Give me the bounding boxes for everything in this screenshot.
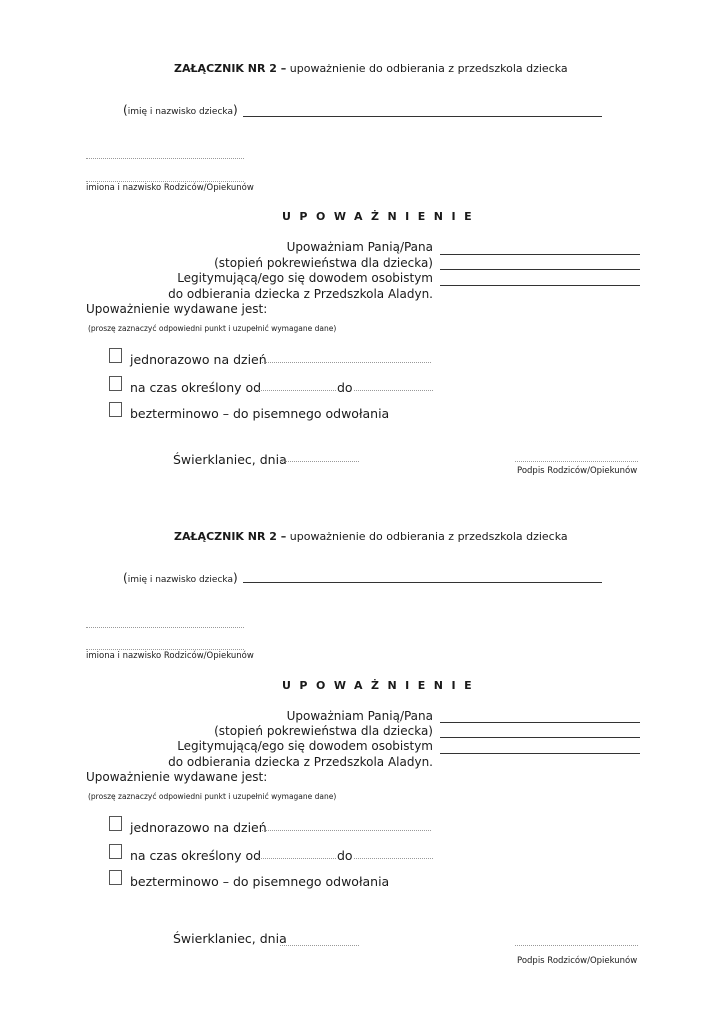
parents-name-line <box>86 649 244 650</box>
relationship-field[interactable] <box>440 269 640 270</box>
authorize-person-label: Upoważniam Panią/Pana <box>286 240 433 254</box>
authorize-person-field[interactable] <box>440 254 640 255</box>
instruction-hint: (proszę zaznaczyć odpowiedni punkt i uzupełnić wymagane dane) <box>88 324 337 333</box>
period-to-field[interactable] <box>354 858 433 859</box>
pickup-statement: do odbierania dziecka z Przedszkola Aladyn. <box>168 287 433 301</box>
once-date-field[interactable] <box>262 830 431 831</box>
signature-field[interactable] <box>515 461 638 462</box>
parents-name-label: imiona i nazwisko Rodziców/Opiekunów <box>86 651 254 661</box>
form-title-bold: ZAŁĄCZNIK NR 2 – <box>174 530 287 543</box>
form-title-bold: ZAŁĄCZNIK NR 2 – <box>174 62 287 75</box>
authorization-form-2 <box>0 469 725 966</box>
child-name-label: (imię i nazwisko dziecka) <box>123 103 238 117</box>
place-date-label: Świerklaniec, dnia <box>173 452 287 467</box>
relationship-field[interactable] <box>440 737 640 738</box>
pickup-statement: do odbierania dziecka z Przedszkola Aladyn. <box>168 755 433 769</box>
once-label: jednorazowo na dzień <box>130 820 267 835</box>
signature-field[interactable] <box>515 945 638 946</box>
parents-name-line <box>86 181 244 182</box>
id-document-field[interactable] <box>440 285 640 286</box>
once-checkbox[interactable] <box>109 816 122 831</box>
id-document-label: Legitymującą/ego się dowodem osobistym <box>177 739 433 753</box>
issued-label: Upoważnienie wydawane jest: <box>86 770 268 784</box>
parents-name-label: imiona i nazwisko Rodziców/Opiekunów <box>86 183 254 193</box>
period-checkbox[interactable] <box>109 376 122 391</box>
id-document-field[interactable] <box>440 753 640 754</box>
form-title-rest: upoważnienie do odbierania z przedszkola dziecka <box>286 62 568 75</box>
indefinite-label: bezterminowo – do pisemnego odwołania <box>130 406 390 421</box>
period-to-field[interactable] <box>354 390 433 391</box>
indefinite-label: bezterminowo – do pisemnego odwołania <box>130 874 390 889</box>
child-name-label: (imię i nazwisko dziecka) <box>123 571 238 585</box>
period-from-field[interactable] <box>256 390 336 391</box>
authorize-person-field[interactable] <box>440 722 640 723</box>
indefinite-checkbox[interactable] <box>109 870 122 885</box>
authorization-heading: UPOWAŻNIENIE <box>282 679 481 692</box>
parents-name-field[interactable] <box>86 627 244 628</box>
period-from-label: na czas określony od <box>130 380 262 395</box>
once-label: jednorazowo na dzień <box>130 352 267 367</box>
place-date-label: Świerklaniec, dnia <box>173 931 287 946</box>
relationship-label: (stopień pokrewieństwa dla dziecka) <box>214 724 433 738</box>
period-from-label: na czas określony od <box>130 848 262 863</box>
child-name-field[interactable] <box>243 116 602 117</box>
issued-label: Upoważnienie wydawane jest: <box>86 302 268 316</box>
date-field[interactable] <box>280 945 359 946</box>
form-title <box>174 62 568 75</box>
id-document-label: Legitymującą/ego się dowodem osobistym <box>177 271 433 285</box>
period-to-label: do <box>337 848 353 863</box>
signature-label: Podpis Rodziców/Opiekunów <box>517 956 638 966</box>
child-name-field[interactable] <box>243 582 602 583</box>
child-name-label-text: imię i nazwisko dziecka <box>127 107 233 117</box>
authorization-heading: UPOWAŻNIENIE <box>282 210 481 223</box>
period-checkbox[interactable] <box>109 844 122 859</box>
form-title-rest: upoważnienie do odbierania z przedszkola dziecka <box>286 530 568 543</box>
authorize-person-label: Upoważniam Panią/Pana <box>286 709 433 723</box>
instruction-hint: (proszę zaznaczyć odpowiedni punkt i uzupełnić wymagane dane) <box>88 792 337 801</box>
indefinite-checkbox[interactable] <box>109 402 122 417</box>
once-date-field[interactable] <box>262 362 431 363</box>
child-name-label-text: imię i nazwisko dziecka <box>127 575 233 585</box>
period-from-field[interactable] <box>256 858 336 859</box>
parents-name-field[interactable] <box>86 158 244 159</box>
relationship-label: (stopień pokrewieństwa dla dziecka) <box>214 256 433 270</box>
date-field[interactable] <box>280 461 359 462</box>
once-checkbox[interactable] <box>109 348 122 363</box>
authorization-form-1 <box>0 0 725 476</box>
period-to-label: do <box>337 380 353 395</box>
form-title <box>174 530 568 543</box>
signature-label: Podpis Rodziców/Opiekunów <box>517 466 638 476</box>
